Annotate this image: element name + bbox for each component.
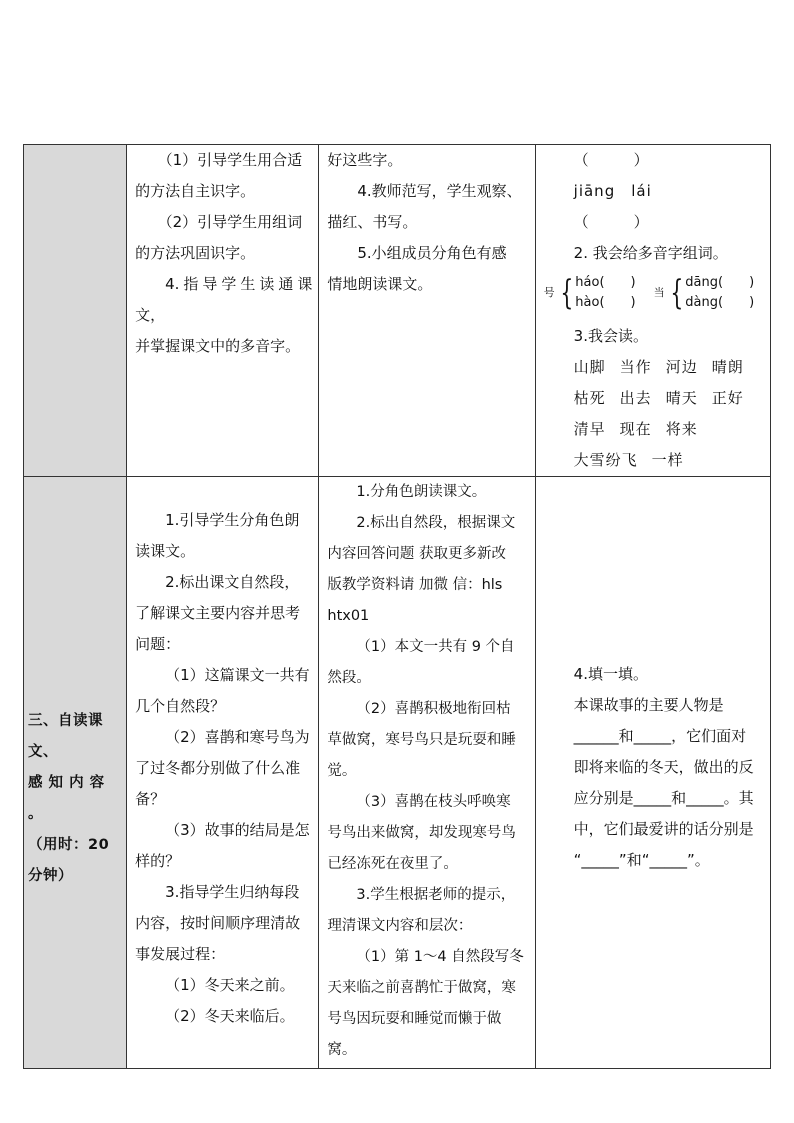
polyphone-option: hào( ): [575, 295, 636, 310]
text-line: （2）冬天来临后。: [165, 1007, 295, 1025]
teacher-activity-cell: [127, 145, 319, 477]
polyphone-option: háo( ): [575, 275, 636, 290]
text-line: 草做窝，寒号鸟只是玩耍和睡: [327, 732, 516, 748]
text-line: 几个自然段？: [135, 697, 226, 715]
text-line: 然段。: [327, 670, 371, 686]
polyphone-option: dàng( ): [685, 295, 755, 310]
text-line: 觉。: [327, 763, 357, 779]
text-line: 天来临之前喜鹊忙于做窝，寒: [327, 980, 516, 996]
text-line: 3.学生根据老师的提示，: [356, 887, 516, 903]
text-line: 内容，按时间顺序理清故: [135, 914, 301, 932]
text-line: 版教学资料请 加微 信：hls: [327, 577, 503, 593]
stage-title: 三、自读课文、: [28, 713, 103, 760]
text-line: 1.引导学生分角色朗: [165, 511, 300, 529]
stage-cell: [24, 477, 127, 1069]
text-line: 备？: [135, 790, 166, 808]
word-list: [544, 352, 764, 476]
word: 晴朗: [711, 358, 744, 376]
text-line: 号鸟因玩耍和睡觉而懒于做: [327, 1011, 502, 1027]
text-line: “_____”和“_____”。: [573, 851, 710, 869]
polyphone-char: 号: [543, 286, 555, 299]
text-line: 1.分角色朗读课文。: [356, 484, 487, 500]
text-line: 并掌握课文中的多音字。: [135, 337, 301, 355]
text-line: 4.教师范写，学生观察、: [357, 182, 522, 200]
text-line: ______和_____，它们面对: [573, 727, 747, 745]
student-activity-cell: [319, 145, 535, 477]
text-line: （1）这篇课文一共有: [165, 666, 310, 684]
exercise-cell: [535, 477, 770, 1069]
text-line: 事发展过程：: [135, 945, 226, 963]
answer-blank: （ ）: [573, 213, 649, 231]
word: 当作: [619, 358, 652, 376]
text-line: （1）第 1～4 自然段写冬: [356, 949, 524, 965]
text-line: （1）冬天来之前。: [165, 976, 295, 994]
text-line: 4.指导学生读通课文，: [135, 275, 313, 324]
stage-time: （用时：20: [28, 837, 110, 853]
text-line: 中，它们最爱讲的话分别是: [573, 820, 754, 838]
text-line: 情地朗读课文。: [327, 275, 433, 293]
word: 晴天: [665, 389, 698, 407]
task-heading: 3.我会读。: [573, 327, 648, 345]
task-heading: 4.填一填。: [573, 665, 648, 683]
word-row: [544, 383, 764, 414]
text-line: 窝。: [327, 1042, 357, 1058]
text-line: 3.指导学生归纳每段: [165, 883, 300, 901]
polyphone-option: dāng( ): [685, 275, 755, 290]
text-line: 2.标出课文自然段，: [165, 573, 300, 591]
word-row: [544, 445, 764, 476]
word: 将来: [665, 420, 698, 438]
word: 正好: [711, 389, 744, 407]
text-line: （3）故事的结局是怎: [165, 821, 310, 839]
word: 一样: [651, 451, 684, 469]
pinyin-line: jiāng lái: [573, 182, 652, 200]
stage-time: 分钟）: [28, 868, 73, 884]
teacher-activity-cell: [127, 477, 319, 1069]
brace-icon: {: [669, 273, 683, 313]
text-line: 内容回答问题 获取更多新改: [327, 546, 506, 562]
text-line: 问题：: [135, 635, 181, 653]
text-line: 了解课文主要内容并思考: [135, 604, 301, 622]
text-line: 2.标出自然段，根据课文: [356, 515, 516, 531]
text-line: htx01: [327, 608, 370, 624]
text-line: 的方法巩固识字。: [135, 244, 256, 262]
text-line: 描红、书写。: [327, 213, 418, 231]
text-line: 本课故事的主要人物是: [573, 696, 724, 714]
polyphone-group: [654, 273, 764, 313]
text-line: 5.小组成员分角色有感: [357, 244, 507, 262]
text-line: 了过冬都分别做了什么准: [135, 759, 301, 777]
stage-cell: [24, 145, 127, 477]
text-line: （2）喜鹊和寒号鸟为: [165, 728, 310, 746]
word: 出去: [619, 389, 652, 407]
answer-blank: （ ）: [573, 151, 649, 169]
exercise-cell: [535, 145, 770, 477]
table-row: [24, 145, 771, 477]
text-line: 好这些字。: [327, 151, 403, 169]
text-line: （2）喜鹊积极地衔回枯: [356, 701, 511, 717]
text-line: （2）引导学生用组词: [157, 213, 303, 231]
text-line: （3）喜鹊在枝头呼唤寒: [356, 794, 511, 810]
text-line: 应分别是_____和_____。其: [573, 789, 754, 807]
text-line: 理清课文内容和层次：: [327, 918, 473, 934]
lesson-plan-table: [23, 144, 771, 1069]
text-line: 已经冻死在夜里了。: [327, 856, 458, 872]
task-heading: 2. 我会给多音字组词。: [573, 244, 728, 262]
word-row: [544, 352, 764, 383]
word: 河边: [665, 358, 698, 376]
polyphone-row: [544, 273, 764, 313]
polyphone-char: 当: [653, 286, 665, 299]
word: 清早: [573, 420, 606, 438]
student-activity-cell: [319, 477, 535, 1069]
text-line: 的方法自主识字。: [135, 182, 256, 200]
table-row: [24, 477, 771, 1069]
text-line: 样的？: [135, 852, 181, 870]
text-line: 号鸟出来做窝，却发现寒号鸟: [327, 825, 516, 841]
word-row: [544, 414, 764, 445]
polyphone-group: [544, 273, 654, 313]
brace-icon: {: [559, 273, 573, 313]
text-line: （1）本文一共有 9 个自: [356, 639, 515, 655]
text-line: 即将来临的冬天，做出的反: [573, 758, 754, 776]
word: 现在: [619, 420, 652, 438]
stage-title: 感 知 内 容 。: [28, 775, 105, 822]
text-line: （1）引导学生用合适: [157, 151, 303, 169]
word: 山脚: [573, 358, 606, 376]
word: 大雪纷飞: [573, 451, 638, 469]
text-line: 读课文。: [135, 542, 196, 560]
word: 枯死: [573, 389, 606, 407]
